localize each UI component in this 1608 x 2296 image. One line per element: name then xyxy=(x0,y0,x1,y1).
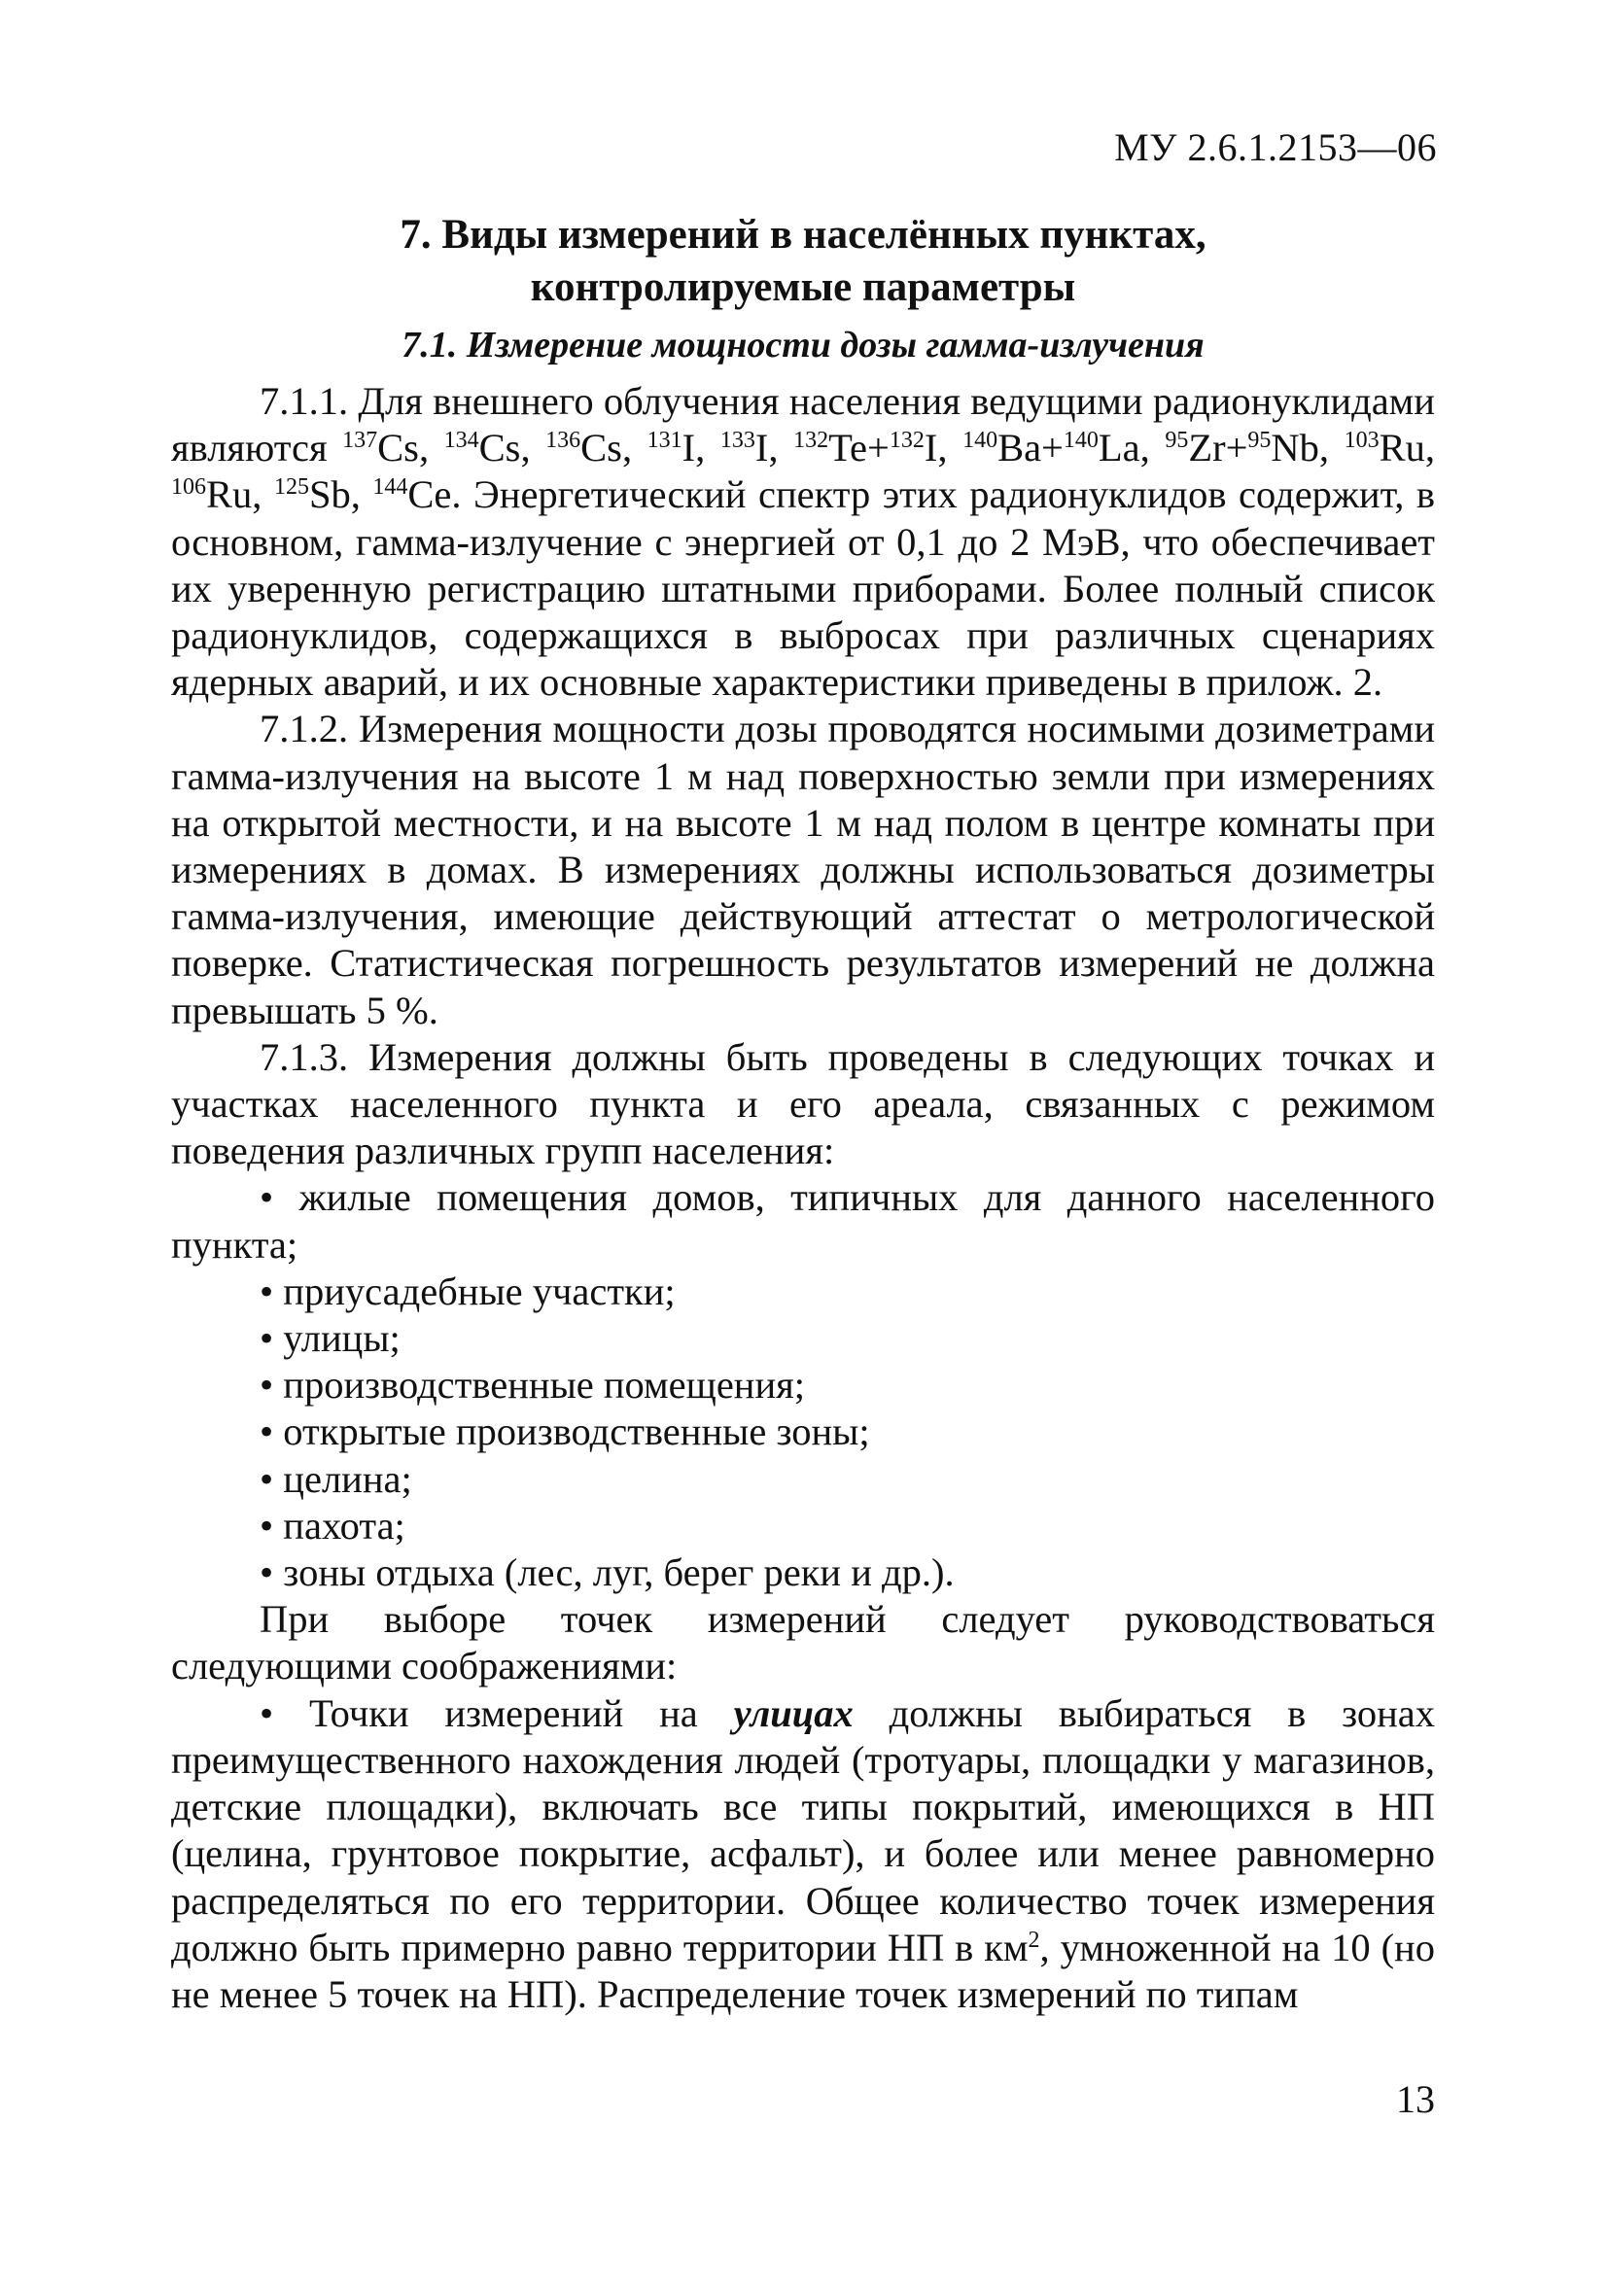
superscript-2: 2 xyxy=(1028,1927,1040,1953)
nuclide-symbol: Cs xyxy=(377,426,419,470)
nuclide-symbol: I xyxy=(682,426,696,470)
nuclide-separator: . xyxy=(451,472,462,517)
paragraph-7-1-1-tail: Энергетический спектр этих радионуклидов содержит, в основном, гамма-излучение с энергией от 0,1 до 2 МэВ, что обеспечивает их уверенную регистрацию штатными приборами. Более полный список радионуклидов, содержащихся в выбросах при различных сценариях ядерных аварий, и их основные характеристики приведены в прилож. 2. xyxy=(171,472,1436,705)
nuclide-symbol: Nb xyxy=(1271,426,1319,470)
nuclide-symbol: Zr+ xyxy=(1188,426,1248,470)
nuclide-symbol: Cs xyxy=(580,426,622,470)
nuclide-mass-number: 132 xyxy=(793,428,829,454)
nuclide-symbol: Sb xyxy=(308,472,351,517)
page-number: 13 xyxy=(1396,2077,1435,2121)
nuclide-separator: , xyxy=(350,472,373,517)
nuclide-mass-number: 133 xyxy=(719,428,755,454)
nuclide xyxy=(647,426,720,470)
paragraph-streets-post: , умноженной на 10 (но не менее 5 точек на НП). Распределение точек измерений по типам xyxy=(171,1925,1435,2016)
nuclide xyxy=(1345,426,1435,470)
nuclide xyxy=(720,426,793,470)
nuclide-separator: , xyxy=(768,426,794,470)
document-code: МУ 2.6.1.2153—06 xyxy=(1114,125,1437,169)
nuclide-separator: , xyxy=(621,426,647,470)
paragraph-7-1-1-lead: 7.1.1. Для внешнего облучения населения ведущими радионуклидами являются xyxy=(171,379,1435,470)
nuclide-separator: , xyxy=(1318,426,1345,470)
nuclide-symbol: Te+ xyxy=(828,426,890,470)
nuclide xyxy=(793,426,890,470)
section-title xyxy=(171,209,1435,314)
section-title-line-1: 7. Виды измерений в населённых пунктах, xyxy=(400,212,1206,258)
subsection-title: 7.1. Измерение мощности дозы гамма-излучения xyxy=(402,325,1205,365)
list-item-bullet: • приусадебные участки; xyxy=(260,1269,676,1313)
nuclide-symbol: La xyxy=(1098,426,1140,470)
nuclide-mass-number: 132 xyxy=(889,428,925,454)
nuclide xyxy=(444,426,546,470)
nuclide-symbol: Cs xyxy=(478,426,521,470)
nuclide-separator: , xyxy=(418,426,444,470)
list-item-bullet: • улицы; xyxy=(260,1316,401,1361)
nuclide xyxy=(545,426,647,470)
nuclide-mass-number: 144 xyxy=(372,474,408,501)
nuclide-separator: , xyxy=(520,426,546,470)
nuclide xyxy=(1165,426,1247,470)
nuclide xyxy=(372,472,461,516)
emphasis-streets: улицах xyxy=(733,1690,854,1735)
nuclide xyxy=(274,472,372,516)
nuclide-mass-number: 140 xyxy=(1063,428,1099,454)
list-item-bullet: • открытые производственные зоны; xyxy=(260,1409,870,1454)
nuclide-separator: , xyxy=(695,426,720,470)
nuclide-separator: , xyxy=(937,426,963,470)
paragraph-streets xyxy=(171,1690,1435,2018)
paragraph-7-1-1 xyxy=(171,378,1435,706)
nuclide xyxy=(342,426,444,470)
nuclide-separator: , xyxy=(1139,426,1166,470)
nuclide xyxy=(962,426,1064,470)
page-content xyxy=(171,209,1435,2018)
nuclide-separator: , xyxy=(252,472,274,517)
nuclide-mass-number: 103 xyxy=(1344,428,1380,454)
section-title-line-2: контролируемые параметры xyxy=(530,264,1076,310)
list-item-bullet: • пахота; xyxy=(260,1503,405,1548)
nuclide-mass-number: 125 xyxy=(273,474,309,501)
nuclide-mass-number: 95 xyxy=(1247,428,1272,454)
list-item-bullet: • зоны отдыха (лес, луг, берег реки и др.). xyxy=(260,1550,955,1595)
list-item-bullet: • целина; xyxy=(260,1456,412,1501)
nuclide-mass-number: 131 xyxy=(647,428,682,454)
paragraph-streets-mid: должны выбираться в зонах преимущественного нахождения людей (тротуары, площадки у магазинов, детские площадки), включать все типы покрытий, имеющихся в НП (целина, грунтовое покрытие, асфальт), и более или менее равномерно распределяться по его территории. Общее количество точек измерения должно быть примерно равно территории НП в км xyxy=(171,1690,1435,1969)
nuclide-mass-number: 140 xyxy=(962,428,998,454)
nuclide xyxy=(1247,426,1344,470)
nuclide xyxy=(171,472,274,516)
nuclide-symbol: I xyxy=(754,426,769,470)
list-item-bullet: • производственные помещения; xyxy=(260,1363,806,1408)
nuclide-symbol: Ru xyxy=(206,472,253,517)
paragraph-7-1-2: 7.1.2. Измерения мощности дозы проводятся носимыми дозиметрами гамма-излучения на высоте 1 м над поверхностью земли при измерениях на открытой местности, и на высоте 1 м над полом в центре комнаты при измерениях в домах. В измерениях должны использоваться дозиметры гамма-излучения, имеющие действующий аттестат о метрологической поверке. Статистическая погрешность результатов измерений не должна превышать 5 %. xyxy=(171,707,1435,1032)
nuclide-symbol: Ru xyxy=(1379,426,1425,470)
nuclide-mass-number: 136 xyxy=(545,428,581,454)
paragraph-point-selection: При выборе точек измерений следует руководствоваться следующими соображениями: xyxy=(171,1597,1435,1688)
nuclide-symbol: Ce xyxy=(407,472,452,517)
nuclide-mass-number: 137 xyxy=(342,428,378,454)
nuclide-separator: , xyxy=(1424,426,1436,470)
nuclide xyxy=(1064,426,1165,470)
nuclide xyxy=(890,426,962,470)
nuclide-symbol: I xyxy=(924,426,938,470)
nuclide-mass-number: 134 xyxy=(443,428,479,454)
list-item-bullet: • жилые помещения домов, типичных для данного населенного пункта; xyxy=(171,1175,1435,1267)
nuclide-symbol: Ba+ xyxy=(997,426,1064,470)
nuclide-mass-number: 95 xyxy=(1165,428,1189,454)
paragraph-streets-pre: • Точки измерений на xyxy=(260,1690,734,1735)
paragraph-7-1-3: 7.1.3. Измерения должны быть проведены в следующих точках и участках населенного пункта и его ареала, связанных с режимом поведения различных групп населения: xyxy=(171,1034,1435,1173)
nuclide-mass-number: 106 xyxy=(171,474,206,501)
